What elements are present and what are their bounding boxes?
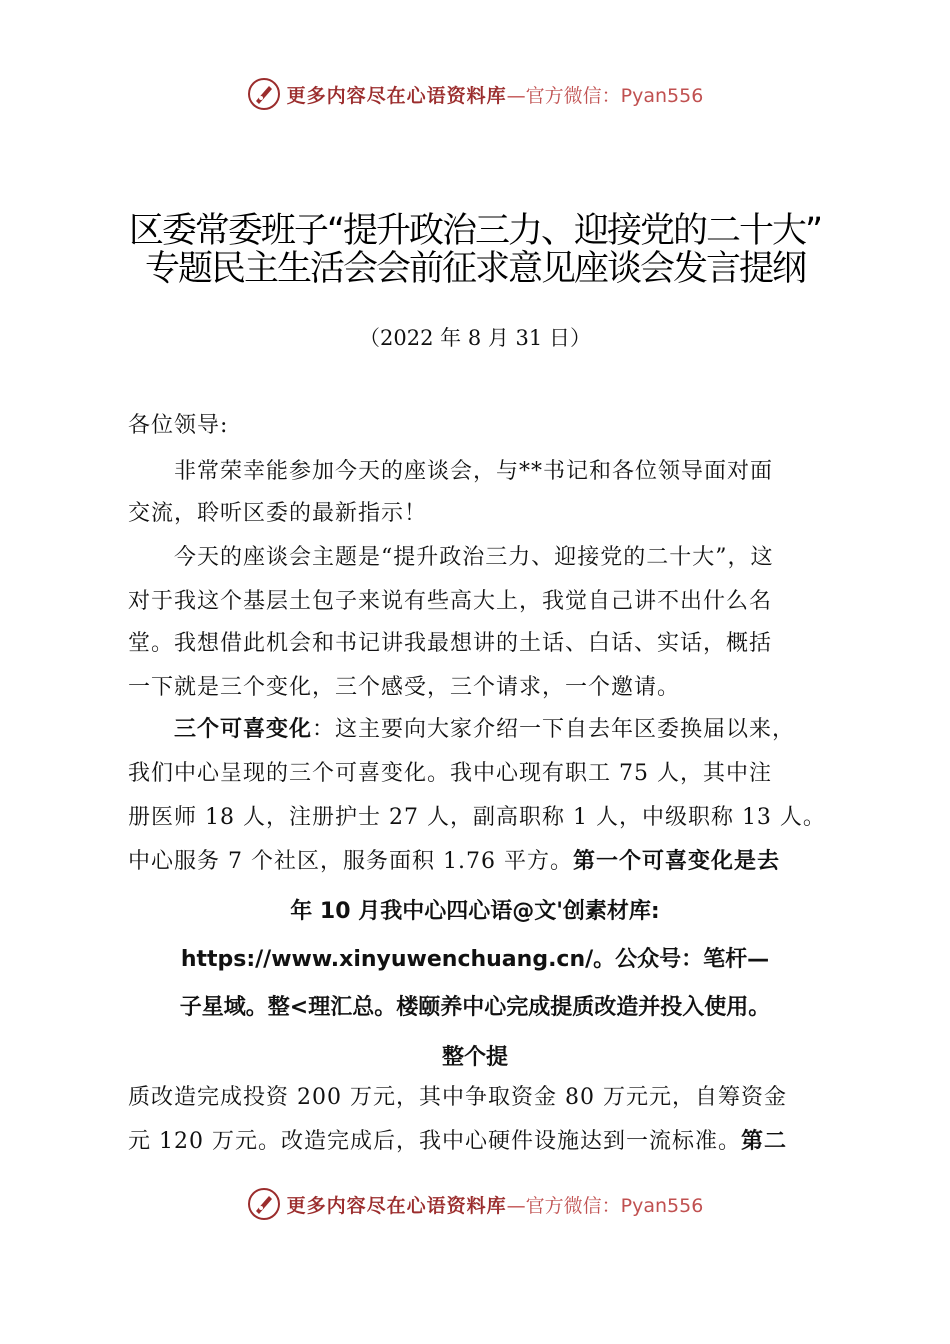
header-banner [0, 72, 950, 116]
salutation: 各位领导: [128, 413, 229, 438]
doc-title-line-1: 区委常委班子“提升政治三力、迎接党的二十大” [128, 211, 822, 251]
banner-text: 更多内容尽在心语资料库 [286, 84, 507, 107]
body-line: 册医师 18 人，注册护士 27 人，副高职称 1 人，中级职称 13 人。 [128, 805, 826, 830]
bold-text: 第二 [740, 1129, 787, 1154]
body-text: ：这主要向大家介绍一下自去年区委换届以来， [312, 717, 796, 742]
banner-text: 更多内容尽在心语资料库 [286, 1194, 507, 1217]
body-line: 非常荣幸能参加今天的座谈会，与**书记和各位领导面对面 [128, 459, 774, 484]
body-line: 堂。我想借此机会和书记讲我最想讲的土话、白话、实话，概括 [128, 631, 773, 656]
body-text: 元 120 万元。改造完成后，我中心硬件设施达到一流标准。 [128, 1129, 741, 1154]
bold-center-line: https://www.xinyuwenchuang.cn/。公众号：笔杆— [180, 947, 770, 972]
body-line: 质改造完成投资 200 万元，其中争取资金 80 万元元，自筹资金 [128, 1085, 787, 1110]
body-line: 我们中心呈现的三个可喜变化。我中心现有职工 75 人，其中注 [128, 761, 772, 786]
body-line-para3 [128, 712, 848, 743]
body-line: 一下就是三个变化，三个感受，三个请求，一个邀请。 [128, 675, 681, 700]
doc-date: （2022 年 8 月 31 日） [359, 326, 591, 350]
bold-lead: 三个可喜变化 [174, 717, 313, 742]
body-line [128, 844, 848, 875]
body-text: 中心服务 7 个社区，服务面积 1.76 平方。 [128, 849, 573, 874]
footer-banner [0, 1182, 950, 1226]
bold-center-line: 年 10 月我中心四心语@文'创素材库: [290, 899, 660, 924]
body-line [128, 1124, 848, 1155]
bold-center-line: 整个提 [441, 1045, 508, 1070]
pen-logo-icon [247, 1187, 281, 1221]
doc-title-line-2: 专题民主生活会会前征求意见座谈会发言提纲 [144, 249, 805, 289]
body-line: 今天的座谈会主题是“提升政治三力、迎接党的二十大”，这 [128, 545, 774, 570]
body-line: 对于我这个基层土包子来说有些高大上，我觉自己讲不出什么名 [128, 589, 773, 614]
pen-logo-icon [247, 77, 281, 111]
bold-center-line: 子星域。整<理汇总。楼颐养中心完成提质改造并投入使用。 [179, 995, 771, 1020]
banner-wechat: —官方微信：Pyan556 [506, 84, 704, 107]
bold-text: 第一个可喜变化是去 [572, 849, 780, 874]
banner-wechat: —官方微信：Pyan556 [506, 1194, 704, 1217]
body-line: 交流，聆听区委的最新指示！ [128, 501, 428, 526]
